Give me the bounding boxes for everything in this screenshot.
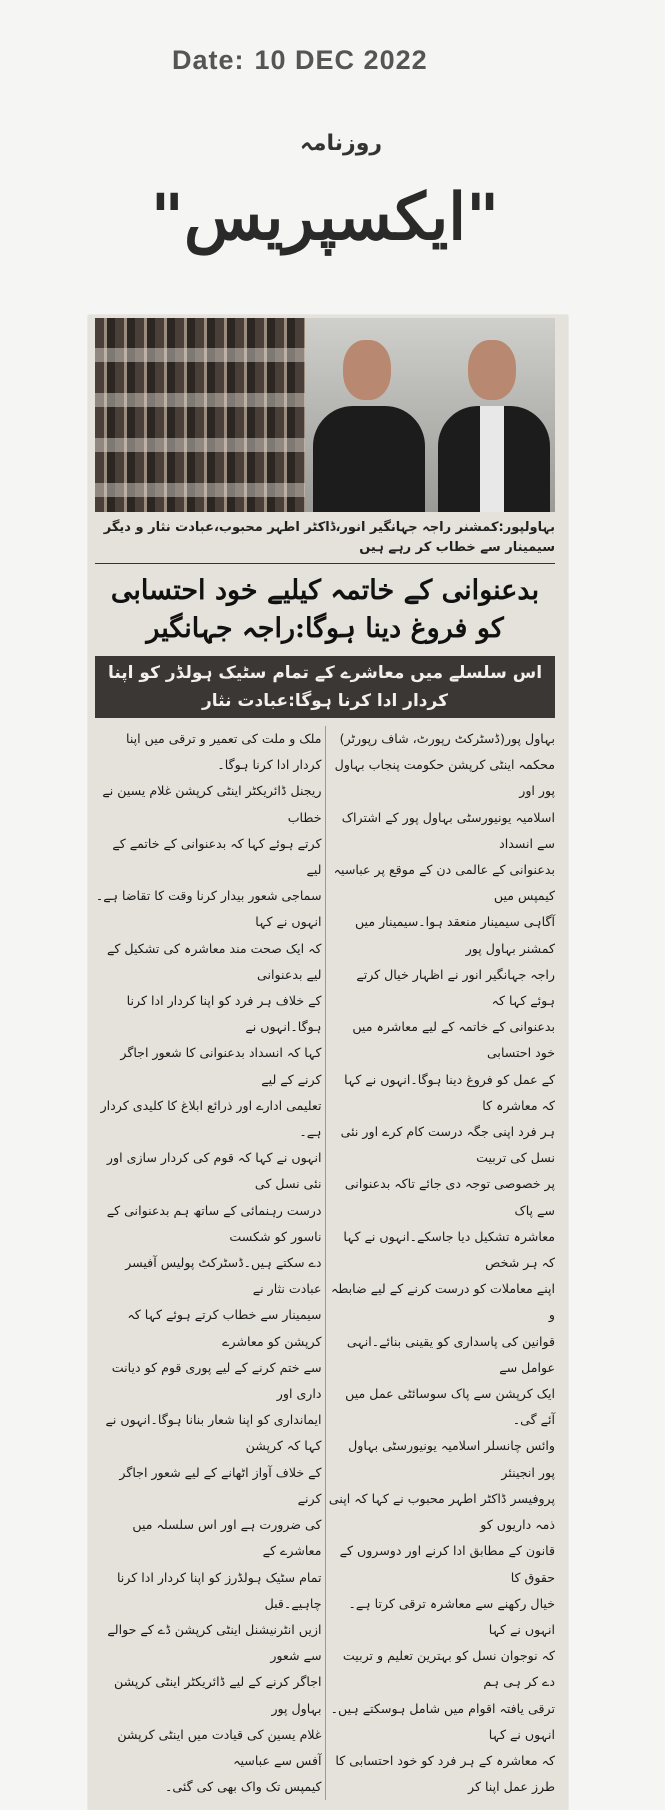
article-line: ایک کرپشن سے پاک سوسائٹی عمل میں آئے گی۔	[345, 1386, 555, 1428]
article-line: راجہ جہانگیر انور نے اظہار خیال کرتے ہوئے کہا کہ	[356, 966, 555, 1009]
article-line: بدعنوانی کے خاتمہ کے لیے معاشرہ میں خود احتسابی	[352, 1019, 555, 1061]
article-line: درست رہنمائی کے ساتھ ہم بدعنوانی کے ناسور کو شکست	[106, 1202, 322, 1244]
article-line: پروفیسر ڈاکٹر اطہر محبوب نے کہا کہ اپنی ذمہ داریوں کو	[328, 1490, 555, 1533]
article-line: ہر فرد اپنی جگہ درست کام کرے اور نئی نسل کی تربیت	[340, 1124, 555, 1166]
article-line: کہ معاشرہ کے ہر فرد کو خود احتسابی کا طرز عمل اپنا کر	[335, 1752, 555, 1795]
article-column-right	[325, 726, 556, 1800]
article-column-left	[95, 726, 325, 1800]
article-line: کہ ایک صحت مند معاشرہ کی تشکیل کے لیے بدعنوانی	[107, 940, 322, 982]
headline: بدعنوانی کے خاتمہ کیلیے خود احتسابی کو فروغ دینا ہوگا:راجہ جہانگیر	[110, 575, 540, 644]
article-line: پر خصوصی توجہ دی جائے تاکہ بدعنوانی سے پاک	[344, 1176, 555, 1218]
photo-caption: بہاولپور:کمشنر راجہ جہانگیر انور،ڈاکٹر اطہر محبوب،عبادت نثار و دیگر سیمینار سے خطاب کر رہے ہیں	[95, 518, 555, 564]
article-line: خیال رکھنے سے معاشرہ ترقی کرتا ہے۔انہوں نے کہا	[348, 1595, 555, 1637]
article-line: اسلامیہ یونیورسٹی بہاول پور کے اشتراک سے انسداد	[341, 809, 555, 851]
article-line: آگاہی سیمینار منعقد ہوا۔سیمینار میں کمشنر بہاول پور	[354, 914, 555, 956]
article-line: اپنے معاملات کو درست کرنے کے لیے ضابطہ و	[330, 1281, 555, 1323]
article-line: کہا کہ انسداد بدعنوانی کا شعور اجاگر کرنے کے لیے	[120, 1045, 322, 1087]
article-line: وائس چانسلر اسلامیہ یونیورسٹی بہاول پور انجینئر	[348, 1438, 555, 1480]
article-line: کی ضرورت ہے اور اس سلسلہ میں معاشرے کے	[132, 1517, 322, 1559]
article-line: تعلیمی ادارے اور ذرائع ابلاغ کا کلیدی کردار ہے۔	[100, 1097, 322, 1140]
article-line: ایمانداری کو اپنا شعار بنانا ہوگا۔انہوں نے کہا کہ کرپشن	[105, 1412, 322, 1454]
subheadline: اس سلسلے میں معاشرے کے تمام سٹیک ہولڈر کو اپنا کردار ادا کرنا ہوگا:عبادت نثار	[95, 656, 555, 718]
article-line: کے خلاف آواز اٹھانے کے لیے شعور اجاگر کرنے	[119, 1464, 322, 1506]
article-line: معاشرہ تشکیل دیا جاسکے۔انہوں نے کہا کہ ہر شخص	[343, 1228, 555, 1271]
article-line: کے عمل کو فروغ دینا ہوگا۔انہوں نے کہا کہ معاشرہ کا	[344, 1071, 555, 1113]
article-line: غلام یسین کی قیادت میں اینٹی کرپشن آفس سے عباسیہ	[117, 1726, 322, 1768]
speaker-photo-2	[430, 318, 555, 512]
article-line: ترقی یافتہ اقوام میں شامل ہوسکتے ہیں۔انہوں نے کہا	[330, 1700, 555, 1742]
audience-photo	[95, 318, 305, 512]
article-line: بہاول پور(ڈسٹرکٹ رپورٹ، شاف رپورٹر)	[339, 731, 555, 746]
article-line: اجاگر کرنے کے لیے ڈائریکٹر اینٹی کرپشن بہاول پور	[114, 1674, 322, 1716]
date-stamp	[172, 44, 428, 76]
article-line: ازیں انٹرنیشنل اینٹی کرپشن ڈے کے حوالے سے شعور	[107, 1621, 322, 1664]
article-line: دے سکتے ہیں۔ڈسٹرکٹ پولیس آفیسر عبادت نثار نے	[125, 1255, 322, 1297]
article-line: انہوں نے کہا کہ قوم کی کردار سازی اور نئی نسل کی	[106, 1150, 322, 1192]
news-clipping	[88, 315, 568, 1810]
article-line: ریجنل ڈائریکٹر اینٹی کرپشن غلام یسین نے خطاب	[102, 783, 322, 825]
article-line: کیمپس تک واک بھی کی گئی۔	[164, 1779, 322, 1795]
date-label: Date:	[172, 45, 245, 75]
masthead-title: "ایکسپریس"	[150, 180, 500, 255]
article-line: تمام سٹیک ہولڈرز کو اپنا کردار ادا کرنا چاہیے۔قبل	[116, 1569, 322, 1611]
article-line: قانون کے مطابق ادا کرنے اور دوسروں کے حقوق کا	[339, 1543, 555, 1585]
masthead-prefix: روزنامہ	[300, 131, 383, 156]
article-line: ملک و ملت کی تعمیر و ترقی میں اپنا کردار ادا کرنا ہوگا۔	[125, 731, 322, 773]
date-value: 10 DEC 2022	[254, 45, 428, 75]
speaker-photo-1	[305, 318, 430, 512]
article-line: کے خلاف ہر فرد کو اپنا کردار ادا کرنا ہوگا۔انہوں نے	[126, 993, 322, 1035]
article-line: سیمینار سے خطاب کرتے ہوئے کہا کہ کرپشن کو معاشرے	[127, 1307, 322, 1349]
article-line: بدعنوانی کے عالمی دن کے موقع پر عباسیہ کیمپس میں	[333, 862, 555, 904]
article-line: کہ نوجوان نسل کو بہترین تعلیم و تربیت دے کر ہی ہم	[342, 1648, 555, 1690]
article-line: کرتے ہوئے کہا کہ بدعنوانی کے خاتمے کے لیے	[112, 835, 322, 878]
news-photo	[95, 318, 555, 512]
article-body	[95, 726, 555, 1800]
article-line: سے ختم کرنے کے لیے پوری قوم کو دیانت داری اور	[111, 1359, 322, 1402]
article-line: محکمہ اینٹی کرپشن حکومت پنجاب بہاول پور اور	[334, 757, 555, 799]
article-line: قوانین کی پاسداری کو یقینی بنائے۔انہی عوامل سے	[346, 1333, 555, 1375]
article-line: سماجی شعور بیدار کرنا وقت کا تقاضا ہے۔انہوں نے کہا	[95, 888, 322, 930]
